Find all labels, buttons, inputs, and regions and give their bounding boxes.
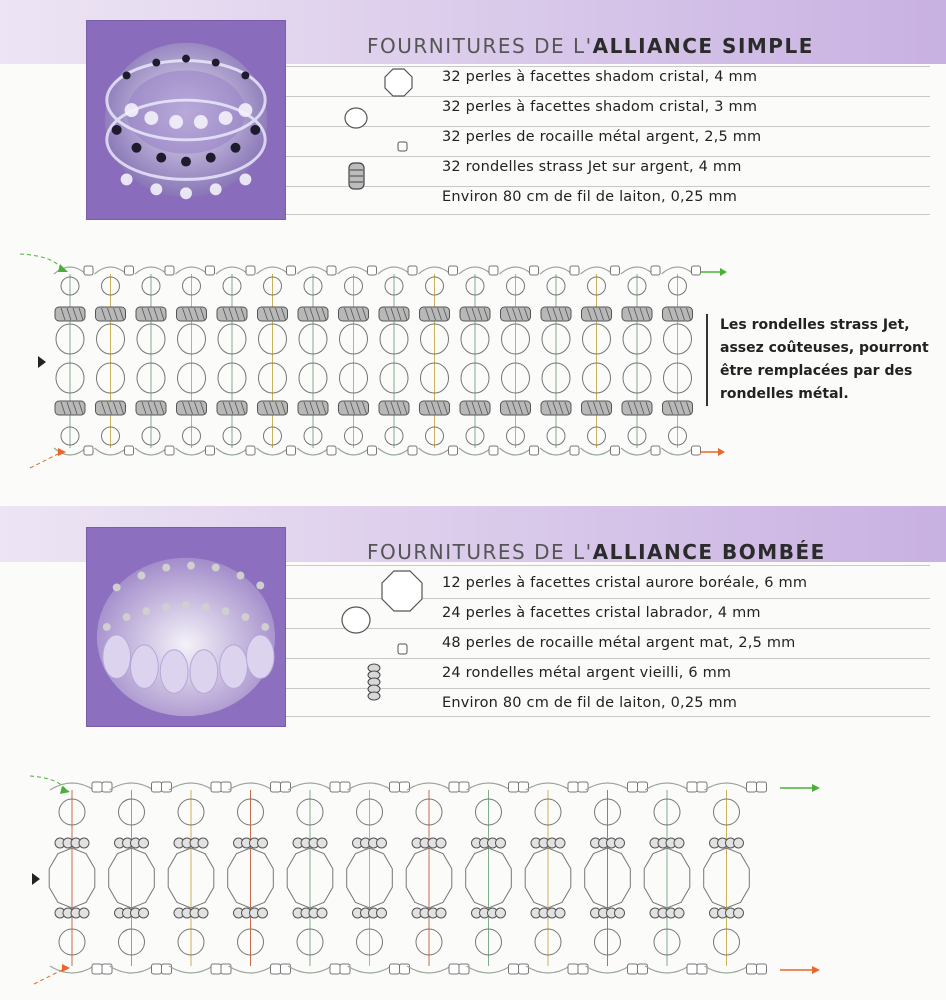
seed-bead [638,964,648,974]
seed-bead [449,964,459,974]
supply-item: 32 perles de rocaille métal argent, 2,5 mm [442,129,762,145]
wire-path [645,783,689,790]
start-arrow [20,254,62,270]
wire-path [176,267,208,274]
supply-item: 32 rondelles strass Jet sur argent, 4 mm [442,159,742,175]
seed-bead [271,782,281,792]
large-facet-bead-icon [382,571,422,611]
seed-bead [400,782,410,792]
rondelle-body [339,307,369,321]
seed-bead [340,782,350,792]
metal-rondelle [734,838,744,848]
wire-path [467,966,511,973]
metal-rondelle [436,838,446,848]
wire-path [169,966,213,973]
metal-rondelle [258,838,268,848]
supply-item: 32 perles à facettes shadom cristal, 4 mm [442,69,758,85]
seed-bead [489,446,498,455]
rhinestone-rondelle [217,401,247,415]
seed-bead [165,266,174,275]
seed-bead [519,964,529,974]
supply-item: 24 rondelles métal argent vieilli, 6 mm [442,665,732,681]
wire-path [110,966,154,973]
seed-bead [246,446,255,455]
rhinestone-rondelle [541,307,571,321]
rondelle-body [55,401,85,415]
metal-rondelle [496,838,506,848]
rondelle-body [501,307,531,321]
seed-bead [489,266,498,275]
seed-bead [570,446,579,455]
seed-bead [162,964,172,974]
metal-rondelle [79,838,89,848]
rondelle-body [541,401,571,415]
medium-facet-bead-icon [345,108,367,128]
rhinestone-rondelle [339,401,369,415]
metal-rondelle [317,838,327,848]
metal-rondelle [198,838,208,848]
seed-bead [530,446,539,455]
wire-path [229,966,273,973]
metal-rondelle [198,908,208,918]
wire-path [526,966,570,973]
wire-path [621,448,653,455]
rhinestone-rondelle [622,307,652,321]
seed-bead [327,266,336,275]
metal-rondelle [615,838,625,848]
seed-bead [206,446,215,455]
wire-path [705,966,749,973]
seed-bead [757,964,767,974]
rondelle-body [96,307,126,321]
seed-bead [568,782,578,792]
rondelle-body [96,401,126,415]
seed-bead [390,964,400,974]
rondelle-body [298,307,328,321]
pointer-marker [38,356,46,368]
supply-icons-simple [330,66,440,216]
rhinestone-rondelle [420,401,450,415]
rhinestone-rondelle [55,401,85,415]
rondelle-body [582,401,612,415]
rhinestone-rondelle [420,307,450,321]
seed-bead [327,446,336,455]
rhinestone-rondelle [177,307,207,321]
metal-rondelle [139,838,149,848]
rondelle-body [420,401,450,415]
rhinestone-rondelle [460,401,490,415]
ring-photo-simple [86,20,286,220]
seed-bead [221,964,231,974]
seed-bead-icon [398,142,407,151]
section-title-name: ALLIANCE SIMPLE [592,34,814,58]
seed-bead [692,266,701,275]
side-note: Les rondelles strass Jet, assez coûteuses, pourront être remplacées par des rondelles métal. [706,314,938,406]
beading-diagram-bombee [0,760,946,995]
section-title-simple [367,34,814,58]
seed-bead [578,782,588,792]
rondelle-body [136,401,166,415]
wire-path [459,448,491,455]
wire-path [645,966,689,973]
seed-bead [211,782,221,792]
rondelle-body [622,401,652,415]
seed-bead [368,446,377,455]
metal-rondelle-stack-icon [368,664,380,700]
seed-bead [162,782,172,792]
wire-path [50,783,94,790]
rhinestone-rondelle [55,307,85,321]
wire-path [338,267,370,274]
rhinestone-rondelle [541,401,571,415]
metal-rondelle [377,838,387,848]
section-title-bombee [367,540,826,564]
rhinestone-rondelle [663,307,693,321]
wire-path [419,267,451,274]
wire-path [581,448,613,455]
rhinestone-rondelle [258,401,288,415]
wire-path [621,267,653,274]
metal-rondelle [674,908,684,918]
metal-rondelle [734,908,744,918]
rhinestone-rondelle [622,401,652,415]
rondelle-body [379,401,409,415]
rondelle-body [136,307,166,321]
start-arrow [30,452,62,468]
wire-path [216,448,248,455]
seed-bead [611,266,620,275]
wire-path [297,267,329,274]
seed-bead [281,964,291,974]
metal-rondelle [139,908,149,918]
rhinestone-rondelle [298,307,328,321]
rhinestone-rondelle [582,401,612,415]
section-title-name: ALLIANCE BOMBÉE [592,540,826,564]
wire-path [229,783,273,790]
rhinestone-rondelle [501,401,531,415]
seed-bead [211,964,221,974]
rhinestone-rondelle [663,401,693,415]
seed-bead [125,266,134,275]
seed-bead [271,964,281,974]
wire-path [500,448,532,455]
wire-path [135,267,167,274]
seed-bead [390,782,400,792]
seed-bead [92,964,102,974]
metal-rondelle [555,838,565,848]
seed-bead [757,782,767,792]
start-arrow-head [60,786,70,794]
wire-path [169,783,213,790]
seed-bead [578,964,588,974]
wire-path [419,448,451,455]
wire-path [338,448,370,455]
supply-item: 48 perles de rocaille métal argent mat, 2,5 mm [442,635,796,651]
supply-item: 32 perles à facettes shadom cristal, 3 mm [442,99,758,115]
rondelle-body [460,307,490,321]
rhinestone-rondelle [96,401,126,415]
wire-path [540,267,572,274]
seed-bead [570,266,579,275]
section-title-prefix: FOURNITURES DE L' [367,34,593,58]
rhinestone-rondelle [217,307,247,321]
start-arrow-head [62,964,70,972]
seed-bead [568,964,578,974]
wire-path [257,267,289,274]
seed-bead [165,446,174,455]
end-arrow-head [720,268,727,276]
rondelle-body [541,307,571,321]
seed-bead [747,782,757,792]
wire-path [95,267,127,274]
seed-bead [628,782,638,792]
medium-facet-bead-icon [342,607,370,633]
seed-bead [449,266,458,275]
wire-path [586,783,630,790]
seed-bead [651,266,660,275]
rondelle-body [622,307,652,321]
seed-bead [530,266,539,275]
rondelle-body [217,307,247,321]
wire-path [348,966,392,973]
metal-rondelle [555,908,565,918]
rhinestone-rondelle [136,307,166,321]
seed-bead [368,266,377,275]
wire-path [297,448,329,455]
divider [286,716,930,717]
rhinestone-rondelle [379,307,409,321]
seed-bead [449,446,458,455]
seed-bead [281,782,291,792]
metal-rondelle [258,908,268,918]
rhinestone-rondelle [136,401,166,415]
wire-path [176,448,208,455]
rondelle-body [582,307,612,321]
end-arrow-head [812,784,820,792]
wire-path [135,448,167,455]
start-arrow-head [58,264,68,272]
rhinestone-rondelle [501,307,531,321]
seed-bead [92,782,102,792]
rhinestone-rondelle [96,307,126,321]
rhinestone-rondelle-icon [349,163,364,189]
seed-bead [697,964,707,974]
large-facet-bead-icon [385,69,412,96]
rondelle-body [55,307,85,321]
seed-bead [509,964,519,974]
rondelle-body [663,401,693,415]
seed-bead [206,266,215,275]
rhinestone-rondelle [177,401,207,415]
seed-bead [246,266,255,275]
seed-bead [747,964,757,974]
metal-rondelle [615,908,625,918]
rondelle-body [501,401,531,415]
metal-rondelle [436,908,446,918]
rondelle-body [298,401,328,415]
end-arrow-head [812,966,820,974]
rondelle-body [339,401,369,415]
supply-item: Environ 80 cm de fil de laiton, 0,25 mm [442,189,738,205]
seed-bead [651,446,660,455]
ring-photo-bombee [86,527,286,727]
supply-icons-bombee [330,565,440,715]
wire-path [467,783,511,790]
wire-path [216,267,248,274]
wire-path [526,783,570,790]
seed-bead [408,266,417,275]
wire-path [662,267,694,274]
wire-path [407,966,451,973]
wire-path [348,783,392,790]
rhinestone-rondelle [582,307,612,321]
seed-bead [221,782,231,792]
seed-bead [287,446,296,455]
seed-bead [102,964,112,974]
seed-bead [102,782,112,792]
metal-rondelle [79,908,89,918]
wire-path [257,448,289,455]
seed-bead [687,782,697,792]
pointer-marker [32,873,40,885]
metal-rondelle [496,908,506,918]
seed-bead [330,782,340,792]
wire-path [95,448,127,455]
rondelle-body [379,307,409,321]
seed-bead [449,782,459,792]
rondelle-body [177,307,207,321]
seed-bead [125,446,134,455]
wire-path [50,966,94,973]
wire-path [110,783,154,790]
metal-rondelle [317,908,327,918]
wire-path [288,783,332,790]
seed-bead [459,782,469,792]
wire-path [407,783,451,790]
seed-bead [628,964,638,974]
rondelle-body [663,307,693,321]
rondelle-body [177,401,207,415]
end-arrow-head [718,448,725,456]
seed-bead [692,446,701,455]
supply-item: Environ 80 cm de fil de laiton, 0,25 mm [442,695,738,711]
seed-bead [687,964,697,974]
seed-bead [697,782,707,792]
seed-bead [400,964,410,974]
seed-bead-icon [398,644,407,654]
seed-bead [509,782,519,792]
wire-path [540,448,572,455]
seed-bead [152,964,162,974]
start-arrow [30,776,66,790]
seed-bead [459,964,469,974]
rhinestone-rondelle [258,307,288,321]
seed-bead [84,266,93,275]
seed-bead [287,266,296,275]
rhinestone-rondelle [460,307,490,321]
wire-path [705,783,749,790]
supply-item: 24 perles à facettes cristal labrador, 4 mm [442,605,761,621]
wire-path [581,267,613,274]
wire-path [288,966,332,973]
seed-bead [611,446,620,455]
rhinestone-rondelle [339,307,369,321]
rondelle-body [420,307,450,321]
wire-path [662,448,694,455]
seed-bead [330,964,340,974]
rondelle-body [258,401,288,415]
seed-bead [638,782,648,792]
rondelle-body [460,401,490,415]
wire-path [378,448,410,455]
rhinestone-rondelle [298,401,328,415]
metal-rondelle [674,838,684,848]
wire-path [500,267,532,274]
start-arrow [34,968,66,984]
wire-path [459,267,491,274]
metal-rondelle [377,908,387,918]
wire-path [586,966,630,973]
seed-bead [519,782,529,792]
rhinestone-rondelle [379,401,409,415]
wire-path [378,267,410,274]
seed-bead [152,782,162,792]
rondelle-body [258,307,288,321]
seed-bead [84,446,93,455]
seed-bead [408,446,417,455]
rondelle-body [217,401,247,415]
supply-item: 12 perles à facettes cristal aurore boréale, 6 mm [442,575,808,591]
seed-bead [340,964,350,974]
section-title-prefix: FOURNITURES DE L' [367,540,593,564]
